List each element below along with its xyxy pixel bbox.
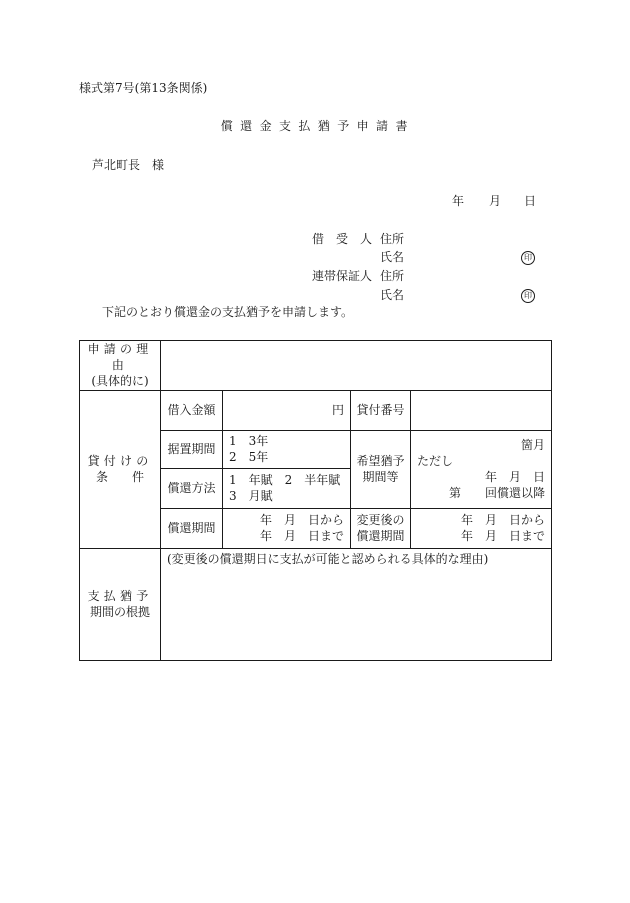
basis-row bbox=[80, 548, 552, 660]
deferment-option-1: 1 3年 bbox=[229, 433, 269, 448]
loan-amount-field[interactable] bbox=[223, 390, 351, 430]
guarantor-label: 連帯保証人 bbox=[312, 269, 373, 283]
reason-label-cell bbox=[80, 341, 161, 391]
document-title: 償 還 金 支 払 猶 予 申 請 書 bbox=[220, 119, 410, 133]
borrower-label: 借 受 人 bbox=[312, 232, 373, 246]
however-text: ただし bbox=[417, 453, 454, 468]
conditions-label-cell bbox=[80, 390, 161, 548]
loan-number-field[interactable] bbox=[411, 390, 552, 430]
desired-deferment-label-sub: 期間等 bbox=[362, 470, 399, 485]
changed-period-to: 年 月 日まで bbox=[460, 529, 545, 544]
from-nth-repayment: 第 回償還以降 bbox=[448, 486, 545, 501]
guarantor-address-label: 住所 bbox=[380, 269, 405, 283]
repayment-method-options[interactable] bbox=[223, 468, 351, 508]
conditions-label: 貸付けの bbox=[87, 453, 153, 468]
deferment-options[interactable] bbox=[223, 430, 351, 468]
seal-mark: 印 bbox=[521, 289, 535, 303]
application-table bbox=[79, 340, 552, 661]
deferment-option-2: 2 5年 bbox=[229, 450, 269, 465]
desired-deferment-label-cell bbox=[351, 430, 411, 508]
method-options-1: 1 年賦 2 半年賦 bbox=[229, 472, 341, 487]
desired-deferment-field[interactable] bbox=[411, 430, 552, 508]
date-year: 年 bbox=[452, 194, 465, 208]
changed-period-label-cell bbox=[351, 508, 411, 548]
reason-row bbox=[80, 341, 552, 391]
date-month: 月 bbox=[489, 194, 502, 208]
borrower-seal bbox=[521, 250, 535, 265]
guarantor-seal bbox=[521, 288, 535, 303]
basis-field[interactable] bbox=[161, 548, 552, 660]
repayment-period-from: 年 月 日から bbox=[259, 512, 344, 527]
basis-note: (変更後の償還期日に支払が可能と認められる具体的な理由) bbox=[167, 551, 489, 566]
changed-period-from: 年 月 日から bbox=[460, 512, 545, 527]
repayment-method-label: 償還方法 bbox=[161, 468, 223, 508]
reason-label-sub: (具体的に) bbox=[91, 374, 149, 389]
reason-label: 申請の理由 bbox=[87, 342, 153, 373]
method-options-2: 3 月賦 bbox=[229, 489, 273, 504]
loan-number-label: 貸付番号 bbox=[351, 390, 411, 430]
repayment-period-to: 年 月 日まで bbox=[259, 529, 344, 544]
seal-mark: 印 bbox=[521, 251, 535, 265]
changed-period-field[interactable] bbox=[411, 508, 552, 548]
guarantor-name-label: 氏名 bbox=[380, 288, 405, 302]
addressee: 芦北町長 様 bbox=[92, 158, 165, 172]
reason-field[interactable] bbox=[161, 341, 552, 391]
months-unit: 箇月 bbox=[520, 437, 545, 452]
repayment-period-label: 償還期間 bbox=[161, 508, 223, 548]
intro-text: 下記のとおり償還金の支払猶予を申請します。 bbox=[102, 305, 354, 319]
changed-period-label: 変更後の bbox=[356, 512, 405, 527]
loan-amount-label: 借入金額 bbox=[161, 390, 223, 430]
changed-period-label-sub: 償還期間 bbox=[356, 529, 405, 544]
borrower-name-label: 氏名 bbox=[380, 250, 405, 264]
borrower-address-label: 住所 bbox=[380, 232, 405, 246]
yen-unit: 円 bbox=[331, 402, 344, 417]
basis-label-sub: 期間の根拠 bbox=[89, 605, 150, 620]
loan-row bbox=[80, 390, 552, 430]
basis-label-cell bbox=[80, 548, 161, 660]
form-number: 様式第7号(第13条関係) bbox=[79, 81, 208, 95]
conditions-label-sub: 条 件 bbox=[95, 470, 144, 485]
deferment-period-label: 据置期間 bbox=[161, 430, 223, 468]
basis-label: 支払猶予 bbox=[87, 588, 153, 603]
repayment-period-field[interactable] bbox=[223, 508, 351, 548]
deferment-date: 年 月 日 bbox=[484, 470, 545, 485]
desired-deferment-label: 希望猶予 bbox=[356, 453, 405, 468]
date-day: 日 bbox=[524, 194, 537, 208]
